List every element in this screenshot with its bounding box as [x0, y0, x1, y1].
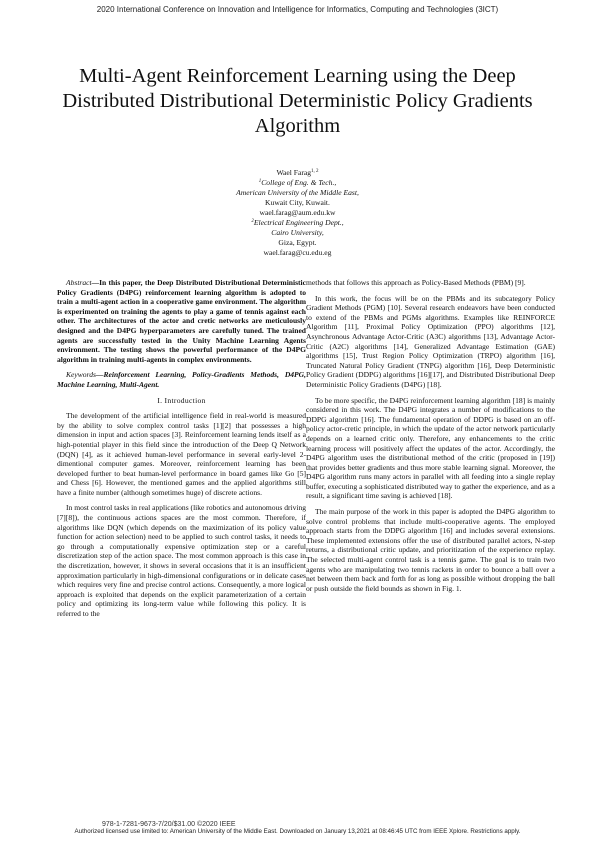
keywords-text: —Reinforcement Learning, Policy-Gradients Methods, D4PG, Machine Learning, Multi-Agent. [57, 370, 306, 389]
author-line [150, 168, 445, 178]
paper-title: Multi-Agent Reinforcement Learning using the Deep Distributed Distributional Deterministic Policy Gradients Algorithm [62, 65, 533, 137]
author-name: Wael Farag [276, 168, 312, 177]
affiliation-2-univ: Cairo University, [271, 228, 324, 237]
affiliation-2-sup: 2 [251, 219, 254, 224]
right-paragraph-3: The main purpose of the work in this paper is adopted the D4PG algorithm to solve control problems that include multi-cooperative agents. The employed approach starts from the DDPG algorithm [16] and includes several extensions. These implemented extensions offer the use of distributed parallel actors, N-step returns, a distributional critic update, and prioritization of the experience replay. The selected multi-agent control task is a tennis game. The goal is to train two agents who are manipulating two tennis rackets in order to bounce a ball over a net between them back and forth for as long as possible without dropping the ball or push outside the field bounds as shown in Fig. 1. [306, 507, 555, 593]
right-paragraph-2: To be more specific, the D4PG reinforcement learning algorithm [18] is mainly considered in this work. The D4PG integrates a number of modifications to the DDPG algorithm [16]. The fundamental operation of DDPG is based on an off-policy actor-cretic principle, in which the update of the actor network particularly depends on a learned critic only. Therefore, any enhancements to the critic learning process will positively affect the updates of the actor. Accordingly, the D4PG algorithm uses the distributional method of the critic (proposed in [19]) that provides better gradients and thus more stable learning signal. Moreover, the D4PG algorithm runs many actors in parallel with all feeding into a single replay buffer, executing a sophisticated distributed way to gather the experience, and as a result, a significant time saving is achieved [18]. [306, 395, 555, 501]
right-paragraph-1: In this work, the focus will be on the PBMs and its subcategory Policy Gradient Methods (PGM) [10]. Several research endeavors have been conducted to extend of the PBMs and PGMs algorithms. Examples like REINFORCE Algorithm [11], Proximal Policy Optimization (PPO) algorithms [12], Asynchronous Advantage Actor-Critic (A3C) algorithms [13], Advantage Actor-Critic (A2C) algorithms [14], Generalized Advantage Estimation (GAE) algorithms [15], Trust Region Policy Optimization (TRPO) algorithm [16], Truncated Natural Policy Gradient (TNPG) algorithm [16], Deep Deterministic Policy Gradient (DDPG) algorithms [16][17], and Distributed Distributional Deep Deterministic Policy Gradients (D4PG) [18]. [306, 293, 555, 389]
affiliation-1-univ: American University of the Middle East, [236, 188, 359, 197]
affiliation-2-city: Giza, Egypt. [278, 238, 317, 247]
conference-header: 2020 International Conference on Innovation and Intelligence for Informatics, Computing and Technologies (3ICT) [96, 5, 499, 14]
affiliation-2-email[interactable]: wael.farag@cu.edu.eg [263, 248, 332, 257]
affiliation-1-city: Kuwait City, Kuwait. [265, 198, 330, 207]
affiliation-2-dept [150, 218, 445, 228]
author-superscript: 1, 2 [311, 169, 319, 174]
abstract-label: Abstract [66, 278, 92, 287]
affiliation-1-line1: College of Eng. & Tech., [261, 178, 337, 187]
intro-paragraph-1: The development of the artificial intelligence field in real-world is measured by the ability to solve complex control tasks [1][2] that possesses a high dimension in input and action spaces [3]. Reinforcement learning lends itself as a high-potential player in this field since the introduction of the Deep Q Network (DQN) [4], as it achieved human-level performance in several early-level 2-dimentional computer games. Moreover, reinforcement learning has been developed further to beat human-level performance in board games like Go [5] and Chess [6]. However, the mentioned games and the applied algorithms still have a finite number (although sometimes huge) of discrete actions. [57, 411, 306, 497]
keywords [57, 370, 306, 389]
section-heading-introduction: I. Introduction [157, 395, 206, 405]
affiliation-1-email[interactable]: wael.farag@aum.edu.kw [259, 208, 336, 217]
abstract-text: —In this paper, the Deep Distributed Distributional Deterministic Policy Gradients (D4PG) reinforcement learning algorithm is adopted to train a multi-agent action in a cooperative game environment. The algorithm is experimented on training the agents to play a game of tennis against each other. The architectures of the actor and cretic networks are meticulously designed and the D4PG hyperparameters are carefully tuned. The trained agents are successfully tested in the Unity Machine Learning Agents environment. The testing shows the powerful performance of the D4PG algorithm in training multi-agents in complex environments. [57, 278, 306, 364]
affiliation-1-sup: 1 [258, 179, 262, 184]
keywords-label: Keywords [66, 370, 96, 380]
abstract [57, 278, 306, 364]
author-block [150, 168, 445, 258]
isbn-footer: 978-1-7281-9673-7/20/$31.00 ©2020 IEEE [102, 821, 236, 828]
intro-paragraph-2: In most control tasks in real applications (like robotics and autonomous driving [7][8]), the continuous actions spaces are the most common. Therefore, if algorithms like DQN (which depends on the maximization of its policy value function for action selection) need to be applied to such control tasks, it needs to go through a computationally expensive optimization step or a careful discretization step of the action space. The most common approach is this case in the discretization, however, it shows in several occasions that it is an insufficient approximation particularly in high-dimensional configurations or in delicate cases which requires very fine and precise control actions. Consequently, a more logical approach is exploited that depends on the explicit parameterization of a certain policy and optimizing its long-term value while following this policy. It is referred to the [57, 503, 306, 618]
affiliation-2-line1: Electrical Engineering Dept., [253, 218, 344, 227]
right-paragraph-0: methods that follows this approach as Policy-Based Methods (PBM) [9]. [306, 278, 526, 287]
affiliation-1-dept [150, 178, 445, 188]
left-column [57, 278, 306, 625]
right-column [306, 278, 555, 599]
authorized-use-footer: Authorized licensed use limited to: American University of the Middle East. Downloaded on January 13,2021 at 08:46:45 UTC from IEEE Xplore. Restrictions apply. [74, 828, 521, 835]
